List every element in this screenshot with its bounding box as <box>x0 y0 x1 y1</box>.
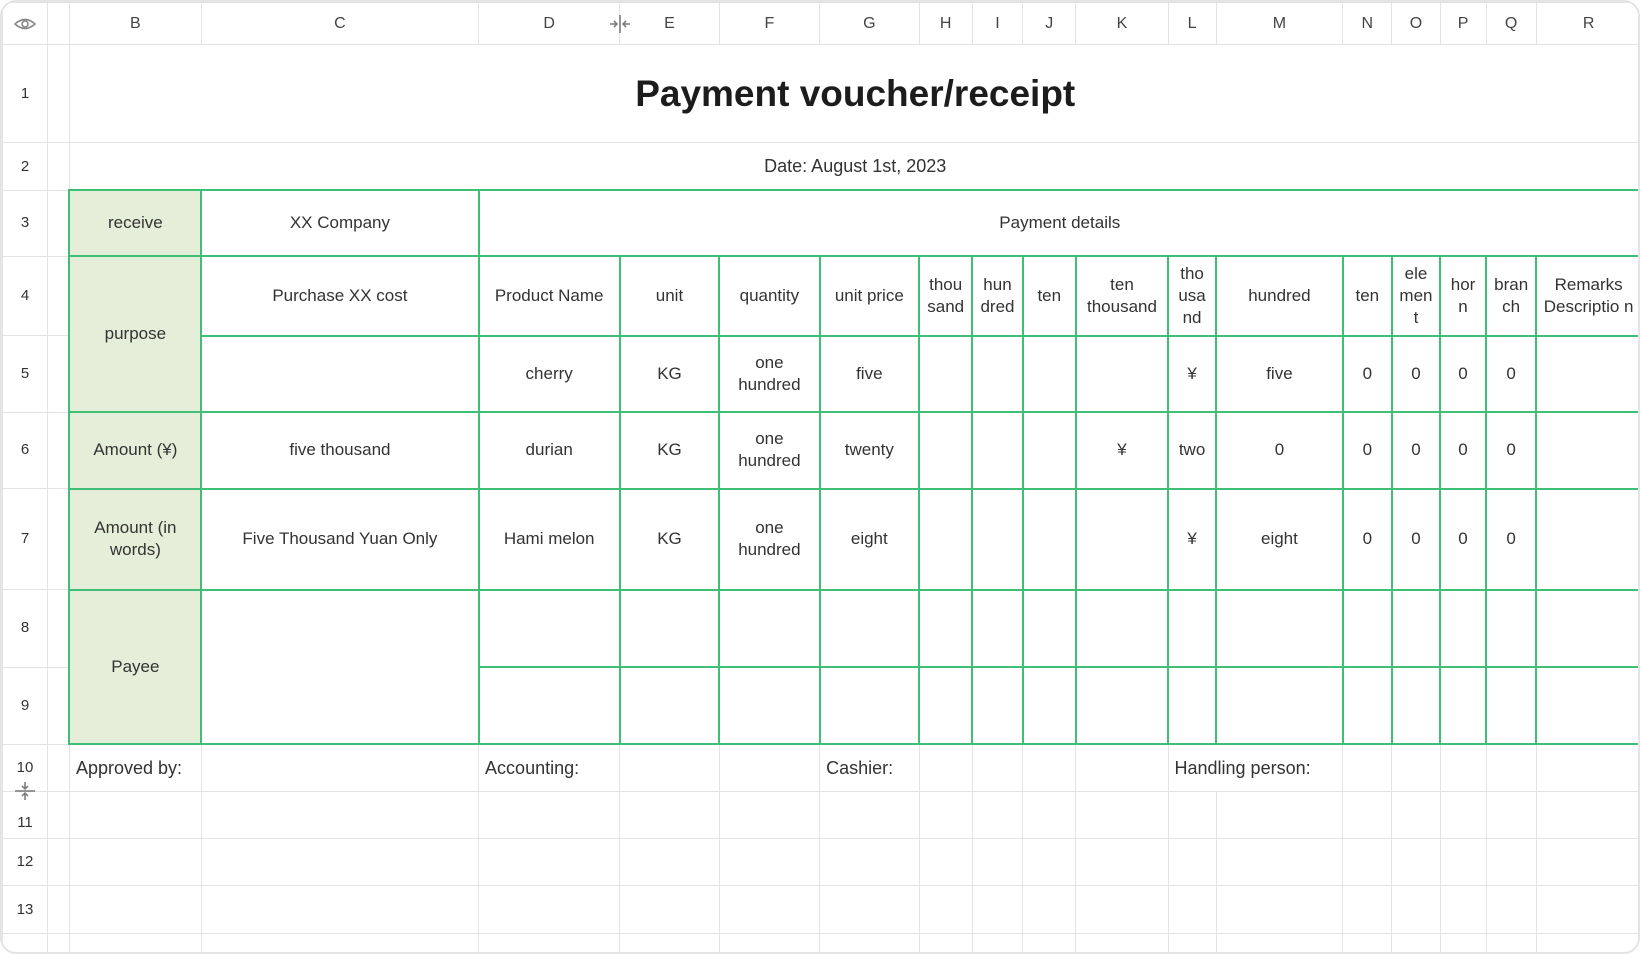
detail-header[interactable]: unit price <box>820 256 919 335</box>
item-cell[interactable]: 0 <box>1440 489 1486 590</box>
item-cell[interactable] <box>1023 590 1076 667</box>
cell[interactable] <box>620 792 719 838</box>
item-cell[interactable]: 0 <box>1343 336 1392 412</box>
column-header[interactable]: K <box>1076 3 1168 45</box>
cell[interactable] <box>201 744 478 791</box>
item-cell[interactable]: KG <box>620 336 719 412</box>
row-header[interactable]: 11 <box>3 792 48 838</box>
detail-header[interactable]: unit <box>620 256 719 335</box>
amount-words-value[interactable]: Five Thousand Yuan Only <box>201 489 478 590</box>
item-cell[interactable]: five <box>820 336 919 412</box>
item-cell[interactable] <box>1392 590 1440 667</box>
payee-value[interactable] <box>201 590 478 745</box>
item-cell[interactable]: durian <box>479 412 620 488</box>
cell[interactable] <box>1536 792 1640 838</box>
cell[interactable] <box>1536 933 1640 954</box>
row-header[interactable]: 5 <box>3 336 48 412</box>
item-cell[interactable]: eight <box>820 489 919 590</box>
cell[interactable] <box>1076 838 1168 885</box>
item-cell[interactable]: one hundred <box>719 336 819 412</box>
detail-header[interactable]: tho usa nd <box>1168 256 1216 335</box>
item-cell[interactable] <box>1216 590 1343 667</box>
item-cell[interactable]: five <box>1216 336 1343 412</box>
row-header[interactable]: 12 <box>3 838 48 885</box>
item-cell[interactable] <box>1076 590 1168 667</box>
cell[interactable] <box>47 792 69 838</box>
item-cell[interactable]: 0 <box>1392 489 1440 590</box>
cell[interactable] <box>69 886 201 933</box>
cell[interactable] <box>201 792 478 838</box>
cell[interactable] <box>69 933 201 954</box>
cell[interactable] <box>1392 744 1440 791</box>
cell[interactable] <box>47 489 69 590</box>
cell[interactable] <box>201 886 478 933</box>
item-cell[interactable]: 0 <box>1343 412 1392 488</box>
cell[interactable] <box>1216 792 1343 838</box>
detail-header[interactable]: hun dred <box>972 256 1022 335</box>
item-cell[interactable] <box>1536 336 1640 412</box>
spreadsheet-grid <box>2 2 1640 954</box>
item-cell[interactable] <box>1440 667 1486 744</box>
column-header[interactable]: Q <box>1486 3 1536 45</box>
item-cell[interactable]: ¥ <box>1168 336 1216 412</box>
item-cell[interactable]: two <box>1168 412 1216 488</box>
purpose-value[interactable]: Purchase XX cost <box>201 256 478 335</box>
cell[interactable] <box>1486 838 1536 885</box>
item-cell[interactable]: KG <box>620 412 719 488</box>
cell[interactable] <box>972 744 1022 791</box>
item-cell[interactable] <box>972 336 1022 412</box>
column-header[interactable]: P <box>1440 3 1486 45</box>
item-cell[interactable] <box>972 590 1022 667</box>
item-cell[interactable]: twenty <box>820 412 919 488</box>
item-cell[interactable] <box>919 412 972 488</box>
item-cell[interactable] <box>1486 667 1536 744</box>
item-cell[interactable] <box>1440 590 1486 667</box>
cell[interactable] <box>820 792 919 838</box>
amount-value[interactable]: five thousand <box>201 412 478 488</box>
cell[interactable] <box>47 590 69 667</box>
item-cell[interactable] <box>1023 667 1076 744</box>
cell[interactable] <box>820 838 919 885</box>
purpose-value-blank[interactable] <box>201 336 478 412</box>
item-cell[interactable] <box>1536 412 1640 488</box>
row-header[interactable]: 10 <box>3 744 48 791</box>
item-cell[interactable] <box>1023 489 1076 590</box>
item-cell[interactable] <box>1076 336 1168 412</box>
cell[interactable] <box>1486 886 1536 933</box>
item-cell[interactable] <box>1168 590 1216 667</box>
eye-icon[interactable] <box>14 14 36 33</box>
item-cell[interactable]: 0 <box>1216 412 1343 488</box>
cell[interactable] <box>1536 886 1640 933</box>
cell[interactable] <box>1343 886 1392 933</box>
cell[interactable] <box>820 886 919 933</box>
row-header[interactable]: 1 <box>3 45 48 143</box>
cell[interactable] <box>620 933 719 954</box>
cell[interactable] <box>719 933 819 954</box>
detail-header[interactable]: bran ch <box>1486 256 1536 335</box>
cell[interactable] <box>479 933 620 954</box>
cell[interactable] <box>1486 792 1536 838</box>
item-cell[interactable] <box>1536 489 1640 590</box>
cell[interactable] <box>47 838 69 885</box>
receive-label[interactable]: receive <box>69 190 201 256</box>
item-cell[interactable] <box>1536 667 1640 744</box>
detail-header[interactable]: ten thousand <box>1076 256 1168 335</box>
cell[interactable] <box>1076 886 1168 933</box>
cell[interactable] <box>1216 886 1343 933</box>
cell[interactable] <box>479 792 620 838</box>
cell[interactable] <box>479 838 620 885</box>
voucher-date[interactable]: Date: August 1st, 2023 <box>69 143 1640 190</box>
item-cell[interactable]: 0 <box>1440 412 1486 488</box>
row-header[interactable]: 8 <box>3 590 48 667</box>
item-cell[interactable] <box>919 590 972 667</box>
item-cell[interactable] <box>1076 489 1168 590</box>
row-header[interactable]: 4 <box>3 256 48 335</box>
item-cell[interactable] <box>1076 667 1168 744</box>
row-header[interactable]: 3 <box>3 190 48 256</box>
column-header[interactable]: E <box>620 3 719 45</box>
cell[interactable] <box>1440 792 1486 838</box>
item-cell[interactable] <box>919 667 972 744</box>
cell[interactable] <box>620 744 719 791</box>
column-header[interactable]: R <box>1536 3 1640 45</box>
cell[interactable] <box>1168 886 1216 933</box>
item-cell[interactable]: 0 <box>1440 336 1486 412</box>
item-cell[interactable]: ¥ <box>1168 489 1216 590</box>
row-header[interactable]: 7 <box>3 489 48 590</box>
cell[interactable] <box>1536 744 1640 791</box>
item-cell[interactable]: one hundred <box>719 412 819 488</box>
item-cell[interactable]: 0 <box>1392 336 1440 412</box>
detail-header[interactable]: ele men t <box>1392 256 1440 335</box>
cell[interactable] <box>972 886 1022 933</box>
detail-header[interactable]: quantity <box>719 256 819 335</box>
cell[interactable] <box>1168 792 1216 838</box>
cell[interactable] <box>1076 744 1168 791</box>
item-cell[interactable]: 0 <box>1486 412 1536 488</box>
column-header[interactable]: O <box>1392 3 1440 45</box>
row-header[interactable]: 2 <box>3 143 48 190</box>
column-header[interactable]: I <box>972 3 1022 45</box>
cell[interactable] <box>1392 792 1440 838</box>
detail-header[interactable]: ten <box>1343 256 1392 335</box>
select-all-corner[interactable] <box>3 3 48 45</box>
cell[interactable] <box>919 886 972 933</box>
item-cell[interactable] <box>719 590 819 667</box>
item-cell[interactable]: ¥ <box>1076 412 1168 488</box>
row-resize-icon[interactable] <box>14 780 36 805</box>
cell[interactable] <box>820 933 919 954</box>
cell[interactable] <box>620 886 719 933</box>
item-cell[interactable] <box>1023 412 1076 488</box>
row-header[interactable] <box>3 933 48 954</box>
item-cell[interactable] <box>972 667 1022 744</box>
purpose-label[interactable]: purpose <box>69 256 201 412</box>
cell[interactable] <box>1536 838 1640 885</box>
cell[interactable] <box>1023 792 1076 838</box>
amount-label[interactable]: Amount (¥) <box>69 412 201 488</box>
cell[interactable] <box>1076 933 1168 954</box>
item-cell[interactable]: 0 <box>1343 489 1392 590</box>
cell[interactable] <box>201 838 478 885</box>
item-cell[interactable] <box>1023 336 1076 412</box>
column-header[interactable]: H <box>919 3 972 45</box>
item-cell[interactable] <box>1216 667 1343 744</box>
cell[interactable] <box>719 886 819 933</box>
cell[interactable] <box>1023 933 1076 954</box>
cell[interactable] <box>620 838 719 885</box>
item-cell[interactable] <box>620 667 719 744</box>
column-header[interactable]: D <box>479 3 620 45</box>
item-cell[interactable] <box>919 489 972 590</box>
cell[interactable] <box>1343 744 1392 791</box>
cell[interactable] <box>919 838 972 885</box>
item-cell[interactable]: eight <box>1216 489 1343 590</box>
payee-label[interactable]: Payee <box>69 590 201 745</box>
cell[interactable] <box>47 256 69 335</box>
cell[interactable] <box>1023 886 1076 933</box>
item-cell[interactable]: one hundred <box>719 489 819 590</box>
item-cell[interactable]: KG <box>620 489 719 590</box>
item-cell[interactable] <box>1536 590 1640 667</box>
approved-by-label[interactable]: Approved by: <box>69 744 201 791</box>
cell[interactable] <box>47 336 69 412</box>
amount-words-label[interactable]: Amount (in words) <box>69 489 201 590</box>
cell[interactable] <box>719 838 819 885</box>
cell[interactable] <box>1440 933 1486 954</box>
cell[interactable] <box>47 45 69 143</box>
column-header[interactable]: L <box>1168 3 1216 45</box>
row-header[interactable]: 6 <box>3 412 48 488</box>
cell[interactable] <box>919 744 972 791</box>
column-header[interactable]: C <box>201 3 478 45</box>
payment-details-header[interactable]: Payment details <box>479 190 1640 256</box>
cell[interactable] <box>47 886 69 933</box>
cell[interactable] <box>1440 886 1486 933</box>
cell[interactable] <box>1392 886 1440 933</box>
item-cell[interactable] <box>620 590 719 667</box>
cell[interactable] <box>47 143 69 190</box>
column-resize-icon[interactable] <box>608 14 632 37</box>
cell[interactable] <box>1486 933 1536 954</box>
cell[interactable] <box>1168 933 1216 954</box>
item-cell[interactable] <box>972 489 1022 590</box>
detail-header[interactable]: Product Name <box>479 256 620 335</box>
cell[interactable] <box>1343 838 1392 885</box>
row-header[interactable]: 13 <box>3 886 48 933</box>
cell[interactable] <box>1216 838 1343 885</box>
detail-header[interactable]: hor n <box>1440 256 1486 335</box>
cell[interactable] <box>719 744 819 791</box>
cell[interactable] <box>47 744 69 791</box>
item-cell[interactable] <box>1392 667 1440 744</box>
voucher-title[interactable]: Payment voucher/receipt <box>69 45 1640 143</box>
column-header[interactable]: G <box>820 3 919 45</box>
handling-person-label[interactable]: Handling person: <box>1168 744 1343 791</box>
cell[interactable] <box>47 933 69 954</box>
row-header[interactable]: 9 <box>3 667 48 744</box>
detail-header[interactable]: hundred <box>1216 256 1343 335</box>
cell[interactable] <box>1076 792 1168 838</box>
item-cell[interactable] <box>479 590 620 667</box>
cell[interactable] <box>47 667 69 744</box>
item-cell[interactable] <box>479 667 620 744</box>
item-cell[interactable] <box>820 590 919 667</box>
detail-header[interactable]: Remarks Descriptio n <box>1536 256 1640 335</box>
item-cell[interactable] <box>919 336 972 412</box>
column-header[interactable]: F <box>719 3 819 45</box>
item-cell[interactable]: 0 <box>1392 412 1440 488</box>
receive-value[interactable]: XX Company <box>201 190 478 256</box>
column-header[interactable]: M <box>1216 3 1343 45</box>
item-cell[interactable] <box>1343 590 1392 667</box>
accounting-label[interactable]: Accounting: <box>479 744 620 791</box>
column-header[interactable]: J <box>1023 3 1076 45</box>
cell[interactable] <box>1486 744 1536 791</box>
cell[interactable] <box>1168 838 1216 885</box>
cell[interactable] <box>69 838 201 885</box>
cell[interactable] <box>972 792 1022 838</box>
cell[interactable] <box>1343 792 1392 838</box>
cell[interactable] <box>919 933 972 954</box>
item-cell[interactable] <box>719 667 819 744</box>
cell[interactable] <box>479 886 620 933</box>
cell[interactable] <box>69 792 201 838</box>
cell[interactable] <box>1440 838 1486 885</box>
item-cell[interactable] <box>972 412 1022 488</box>
cell[interactable] <box>1392 933 1440 954</box>
item-cell[interactable]: 0 <box>1486 489 1536 590</box>
detail-header[interactable]: ten <box>1023 256 1076 335</box>
cell[interactable] <box>1023 744 1076 791</box>
cell[interactable] <box>1440 744 1486 791</box>
detail-header[interactable]: thou sand <box>919 256 972 335</box>
item-cell[interactable] <box>820 667 919 744</box>
item-cell[interactable]: cherry <box>479 336 620 412</box>
column-header-a[interactable] <box>47 3 69 45</box>
cell[interactable] <box>201 933 478 954</box>
cell[interactable] <box>1216 933 1343 954</box>
item-cell[interactable] <box>1343 667 1392 744</box>
cell[interactable] <box>919 792 972 838</box>
column-header[interactable]: B <box>69 3 201 45</box>
column-header[interactable]: N <box>1343 3 1392 45</box>
cell[interactable] <box>1343 933 1392 954</box>
cell[interactable] <box>972 933 1022 954</box>
item-cell[interactable]: Hami melon <box>479 489 620 590</box>
cell[interactable] <box>47 412 69 488</box>
cell[interactable] <box>1392 838 1440 885</box>
item-cell[interactable] <box>1486 590 1536 667</box>
item-cell[interactable]: 0 <box>1486 336 1536 412</box>
cashier-label[interactable]: Cashier: <box>820 744 919 791</box>
cell[interactable] <box>47 190 69 256</box>
cell[interactable] <box>719 792 819 838</box>
cell[interactable] <box>1023 838 1076 885</box>
item-cell[interactable] <box>1168 667 1216 744</box>
cell[interactable] <box>972 838 1022 885</box>
